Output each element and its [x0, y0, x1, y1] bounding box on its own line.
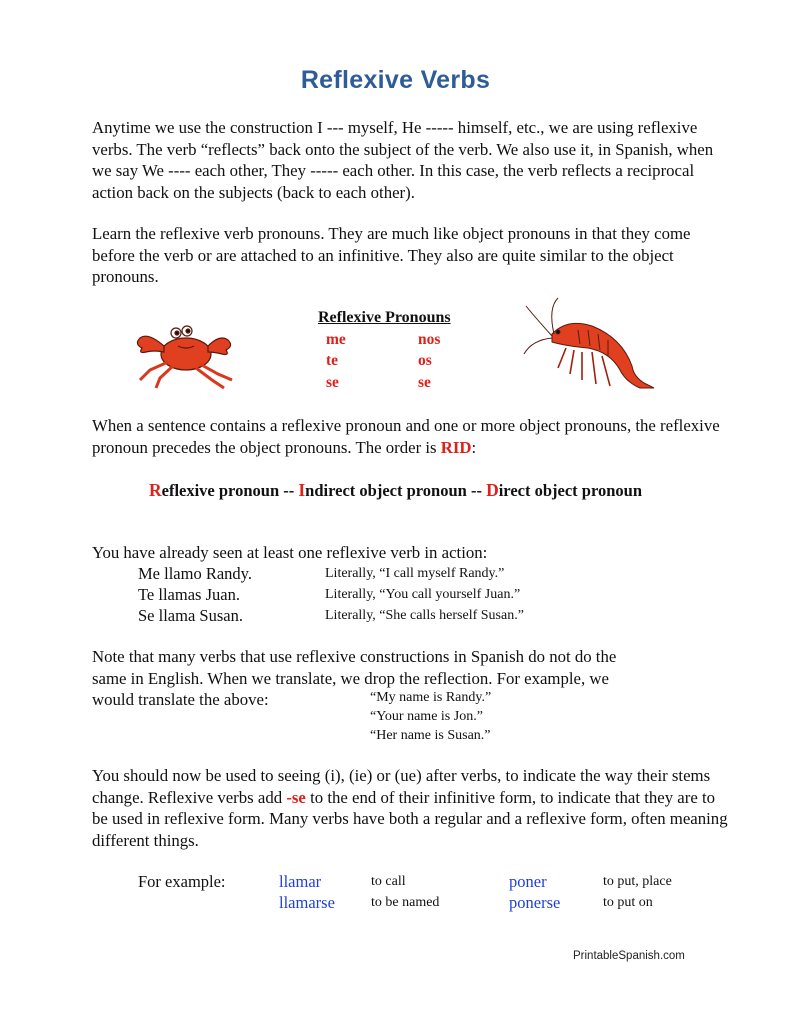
pronoun-os: os	[418, 352, 432, 369]
stems-before: You should now be used to seeing (i), (ie) or (ue) after verbs, to indicate the way their stems change. Reflexive verbs add	[92, 766, 711, 807]
pronoun-nos: nos	[418, 331, 441, 348]
verb-llamarse: llamarse	[279, 893, 335, 912]
pronoun-se-plural: se	[418, 374, 431, 391]
example-spanish-3: Se llama Susan.	[138, 606, 243, 625]
rid-i-letter: I	[298, 480, 306, 500]
pronoun-me: me	[326, 331, 346, 348]
example-literal-2: Literally, “You call yourself Juan.”	[325, 587, 521, 602]
example-spanish-2: Te llamas Juan.	[138, 585, 240, 604]
note-line-1: Note that many verbs that use reflexive constructions in Spanish do not do the	[92, 647, 617, 666]
order-text: When a sentence contains a reflexive pronoun and one or more object pronouns, the reflexive pronoun precedes the object pronouns. The order is	[92, 416, 720, 457]
stems-after: to the end of their infinitive form, to indicate that they are to be used in reflexive form. Many verbs have both a regular and a reflexive form, often meaning different things.	[92, 787, 728, 850]
stems-paragraph	[92, 765, 732, 851]
order-paragraph	[92, 415, 732, 458]
rid-order-line	[0, 480, 791, 501]
def-llamar: to call	[371, 874, 406, 889]
note-line-2: same in English. When we translate, we drop the reflection. For example, we	[92, 668, 609, 688]
shrimp-icon	[522, 296, 662, 396]
verb-ponerse: ponerse	[509, 893, 561, 912]
example-literal-1: Literally, “I call myself Randy.”	[325, 566, 505, 581]
examples-intro: You have already seen at least one reflexive verb in action:	[92, 543, 488, 562]
order-colon: :	[471, 437, 477, 457]
intro-paragraph: Anytime we use the construction I --- myself, He ----- himself, etc., we are using reflexive verbs. The verb “reflects” back onto the subject of the verb. We also use it, in Spanish, when we say We ---- each other, They ----- each other. In this case, the verb reflects a reciprocal action back on the subjects (back to each other).	[92, 118, 714, 202]
def-poner: to put, place	[603, 874, 672, 889]
rid-i-rest: ndirect object pronoun --	[305, 481, 487, 500]
translation-2: “Your name is Jon.”	[370, 709, 483, 724]
verb-llamar: llamar	[279, 872, 322, 891]
pronoun-table-header: Reflexive Pronouns	[318, 309, 451, 326]
rid-r-rest: eflexive pronoun --	[161, 481, 299, 500]
def-ponerse: to put on	[603, 895, 653, 910]
verb-poner: poner	[509, 872, 547, 891]
note-line-3: would translate the above:	[92, 690, 269, 709]
translation-1: “My name is Randy.”	[370, 690, 492, 705]
rid-d-rest: irect object pronoun	[498, 481, 642, 500]
def-llamarse: to be named	[371, 895, 440, 910]
rid-r-letter: R	[148, 480, 162, 500]
page-title: Reflexive Verbs	[300, 66, 491, 94]
se-suffix: -se	[286, 787, 306, 807]
pronoun-se-singular: se	[326, 374, 339, 391]
rid-label: RID	[440, 437, 472, 457]
rid-d-letter: D	[486, 480, 499, 500]
example-spanish-1: Me llamo Randy.	[138, 564, 252, 583]
translation-3: “Her name is Susan.”	[370, 728, 491, 743]
for-example-label: For example:	[138, 872, 226, 891]
pronoun-te: te	[326, 352, 339, 369]
example-literal-3: Literally, “She calls herself Susan.”	[325, 608, 524, 623]
learn-paragraph: Learn the reflexive verb pronouns. They are much like object pronouns in that they come before the verb or are attached to an infinitive. They also are quite similar to the object pronouns.	[92, 224, 691, 286]
footer-site: PrintableSpanish.com	[573, 950, 685, 962]
crab-icon	[128, 318, 246, 390]
